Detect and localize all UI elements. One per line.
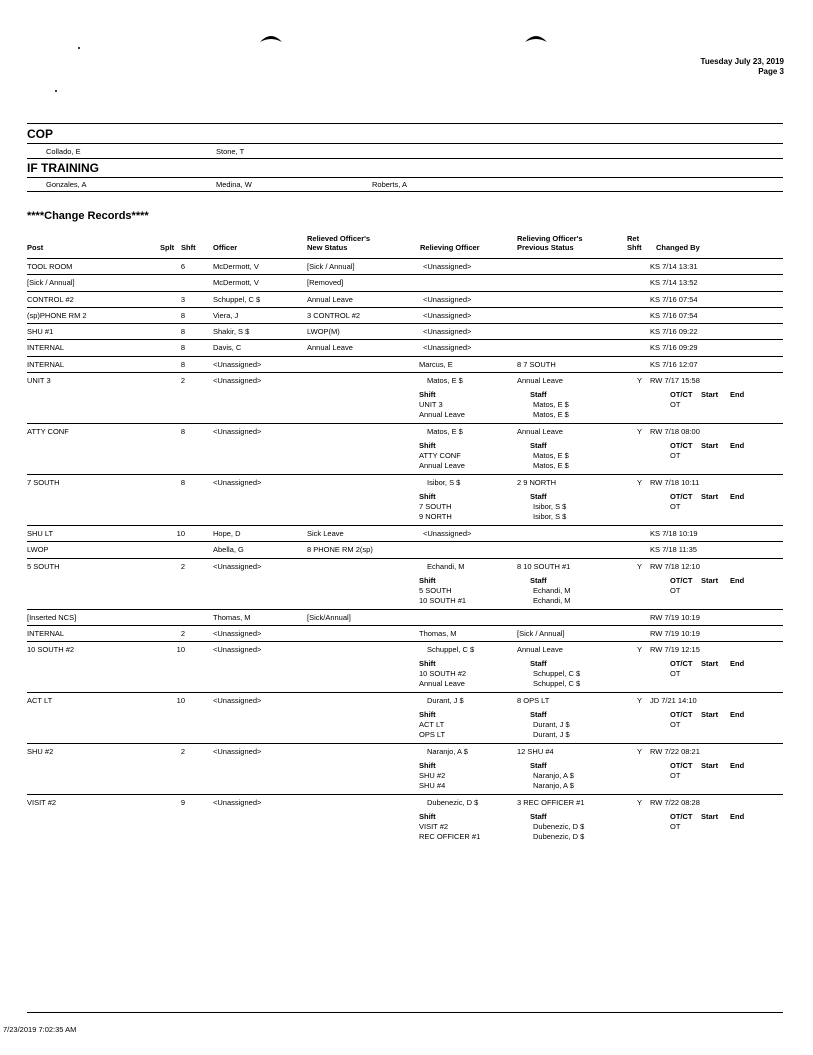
shift-cell: 8 [180,310,185,320]
detail-shift-value: OPS LT [419,730,446,740]
changed-by-cell: KS 7/14 13:31 [650,262,698,271]
changed-by-cell: RW 7/18 12:10 [650,561,700,571]
relieved-status-cell: 8 PHONE RM 2(sp) [307,545,373,555]
relieving-officer-cell: Isibor, S $ [427,478,461,488]
officer-cell: <Unassigned> [213,561,262,571]
relieving-officer-cell: Durant, J $ [427,696,464,706]
col-header-relieving-prev-status: Relieving Officer's Previous Status [517,234,583,252]
ret-shift-cell: Y [637,478,643,488]
relieving-prev-status-cell: 12 SHU #4 [517,747,554,757]
table-row [27,307,783,323]
detail-shift-value: SHU #4 [419,781,446,791]
detail-ot-value: OT [670,720,681,730]
officer-cell: <Unassigned> [213,696,262,706]
detail-shift-value: SHU #2 [419,771,446,781]
col-header-ret-shft: Ret Shft [627,234,642,252]
divider [27,1012,783,1013]
changed-by-cell: RW 7/17 15:58 [650,376,700,386]
change-records-title: ****Change Records**** [27,210,149,222]
relieving-officer-cell: <Unassigned> [423,343,472,353]
post-cell: 5 SOUTH [27,561,60,571]
post-cell: ATTY CONF [27,427,69,437]
detail-start-label: Start [701,659,719,669]
relieving-prev-status-cell: 3 REC OFFICER #1 [517,798,585,808]
shift-cell: 8 [180,478,185,488]
detail-staff-value: Durant, J $ [533,730,570,740]
detail-ot-value: OT [670,585,681,595]
relieving-officer-cell: Dubenezic, D $ [427,798,479,808]
table-row [27,291,783,307]
relieved-status-cell: [Sick/Annual] [307,612,351,622]
relieving-prev-status-cell: Annual Leave [517,427,563,437]
relieving-officer-cell: <Unassigned> [423,327,472,337]
shift-cell: 2 [180,628,185,638]
detail-staff-value: Isibor, S $ [533,512,567,522]
detail-shift-value: ATTY CONF [419,451,461,461]
post-cell: 10 SOUTH #2 [27,645,75,655]
training-name: Medina, W [216,180,252,189]
section-if-training-title: IF TRAINING [27,161,99,175]
relieved-status-cell: Annual Leave [307,294,353,304]
table-row [27,558,783,609]
shift-cell: 2 [180,561,185,571]
detail-otct-label: OT/CT [670,441,693,451]
post-cell: (sp)PHONE RM 2 [27,310,87,320]
relieved-status-cell: Sick Leave [307,529,344,539]
detail-ot-value: OT [670,822,681,832]
detail-staff-value: Matos, E $ [533,410,569,420]
shift-cell: 2 [180,376,185,386]
relieving-officer-cell: Echandi, M [427,561,465,571]
detail-start-label: Start [701,812,719,822]
detail-shift-label: Shift [419,492,436,502]
changed-by-cell: RW 7/18 10:11 [650,478,700,488]
table-row [27,743,783,794]
training-name: Roberts, A [372,180,408,189]
col-header-officer: Officer [213,243,238,252]
officer-cell: <Unassigned> [213,747,262,757]
post-cell: LWOP [27,545,49,555]
table-row [27,541,783,557]
officer-cell: McDermott, V [213,278,259,288]
relieved-status-cell: [Sick / Annual] [307,262,355,271]
detail-shift-label: Shift [419,659,436,669]
detail-end-label: End [730,441,745,451]
officer-cell: <Unassigned> [213,628,262,638]
detail-ot-value: OT [670,400,681,410]
officer-cell: <Unassigned> [213,798,262,808]
relieving-prev-status-cell: [Sick / Annual] [517,628,565,638]
relieving-officer-cell: Thomas, M [419,628,457,638]
detail-end-label: End [730,659,745,669]
detail-shift-value: VISIT #2 [419,822,449,832]
relieving-officer-cell: Marcus, E [419,359,453,369]
post-cell: ACT LT [27,696,53,706]
cop-name: Stone, T [216,147,245,156]
shift-cell: 6 [180,262,185,271]
detail-otct-label: OT/CT [670,761,693,771]
officer-cell: <Unassigned> [213,376,262,386]
changed-by-cell: KS 7/16 09:22 [650,327,698,337]
changed-by-cell: KS 7/18 11:35 [650,545,697,555]
post-cell: 7 SOUTH [27,478,60,488]
scan-mark-right [523,32,549,44]
detail-shift-value: 7 SOUTH [419,502,452,512]
detail-start-label: Start [701,761,719,771]
post-cell: TOOL ROOM [27,262,73,271]
post-cell: INTERNAL [27,359,65,369]
detail-staff-label: Staff [530,492,547,502]
divider [27,143,783,144]
relieved-status-cell: 3 CONTROL #2 [307,310,361,320]
page-number: Page 3 [758,67,784,76]
relieving-officer-cell: <Unassigned> [423,262,472,271]
changed-by-cell: KS 7/16 07:54 [650,294,698,304]
divider [27,123,783,124]
detail-shift-label: Shift [419,575,436,585]
divider [27,177,783,178]
table-row [27,794,783,845]
changed-by-cell: RW 7/22 08:28 [650,798,700,808]
relieving-officer-cell: <Unassigned> [423,529,472,539]
changed-by-cell: KS 7/18 10:19 [650,529,698,539]
detail-ot-value: OT [670,771,681,781]
ret-shift-cell: Y [637,376,643,386]
shift-cell: 10 [176,696,185,706]
post-cell: VISIT #2 [27,798,57,808]
detail-start-label: Start [701,441,719,451]
shift-cell: 9 [180,798,185,808]
scan-dot [78,47,80,49]
detail-start-label: Start [701,575,719,585]
changed-by-cell: RW 7/18 08:00 [650,427,700,437]
detail-start-label: Start [701,492,719,502]
detail-otct-label: OT/CT [670,812,693,822]
detail-end-label: End [730,812,745,822]
officer-cell: Shakir, S $ [213,327,250,337]
post-cell: SHU LT [27,529,54,539]
detail-end-label: End [730,390,745,400]
detail-otct-label: OT/CT [670,575,693,585]
scan-mark-left [258,32,284,44]
table-row [27,258,783,274]
col-header-relieved-status: Relieved Officer's New Status [307,234,371,252]
table-row [27,323,783,339]
table-row [27,274,783,290]
divider [27,158,783,159]
detail-staff-value: Isibor, S $ [533,502,567,512]
officer-cell: <Unassigned> [213,427,262,437]
officer-cell: <Unassigned> [213,359,262,369]
ret-shift-cell: Y [637,645,643,655]
detail-staff-label: Staff [530,659,547,669]
post-cell: UNIT 3 [27,376,51,386]
detail-shift-label: Shift [419,761,436,771]
detail-end-label: End [730,492,745,502]
detail-ot-value: OT [670,669,681,679]
officer-cell: Schuppel, C $ [213,294,261,304]
col-header-changed-by: Changed By [656,243,700,252]
detail-staff-value: Dubenezic, D $ [533,832,585,842]
detail-shift-value: UNIT 3 [419,400,443,410]
page-header [701,57,784,77]
changed-by-cell: JD 7/21 14:10 [650,696,697,706]
col-header-splt: Splt [160,243,175,252]
detail-staff-label: Staff [530,761,547,771]
relieved-status-cell: Annual Leave [307,343,353,353]
post-cell: [Sick / Annual] [27,278,75,288]
detail-shift-value: REC OFFICER #1 [419,832,481,842]
detail-shift-value: Annual Leave [419,461,465,471]
shift-cell: 8 [180,359,185,369]
print-timestamp: 7/23/2019 7:02:35 AM [3,1025,77,1034]
post-cell: INTERNAL [27,628,65,638]
relieving-officer-cell: Schuppel, C $ [427,645,475,655]
table-row [27,525,783,541]
detail-staff-value: Matos, E $ [533,451,569,461]
changed-by-cell: RW 7/19 10:19 [650,612,700,622]
change-records-table [27,258,783,845]
detail-ot-value: OT [670,502,681,512]
detail-shift-value: Annual Leave [419,679,465,689]
table-row [27,339,783,355]
shift-cell: 8 [180,427,185,437]
relieving-officer-cell: <Unassigned> [423,310,472,320]
relieved-status-cell: LWOP(M) [307,327,340,337]
detail-staff-value: Schuppel, C $ [533,669,581,679]
detail-shift-label: Shift [419,390,436,400]
detail-staff-value: Schuppel, C $ [533,679,581,689]
relieving-prev-status-cell: 2 9 NORTH [517,478,557,488]
table-row [27,625,783,641]
changed-by-cell: KS 7/16 07:54 [650,310,698,320]
detail-shift-value: Annual Leave [419,410,465,420]
shift-cell: 10 [176,645,185,655]
table-row [27,423,783,474]
detail-staff-label: Staff [530,390,547,400]
relieving-prev-status-cell: Annual Leave [517,376,563,386]
relieved-status-cell: [Removed] [307,278,344,288]
detail-staff-value: Naranjo, A $ [533,771,574,781]
table-row [27,641,783,692]
detail-shift-label: Shift [419,812,436,822]
officer-cell: Davis, C [213,343,242,353]
post-cell: SHU #1 [27,327,54,337]
relieving-officer-cell: Matos, E $ [427,376,463,386]
report-date: Tuesday July 23, 2019 [700,57,784,66]
officer-cell: <Unassigned> [213,645,262,655]
ret-shift-cell: Y [637,561,643,571]
officer-cell: Viera, J [213,310,239,320]
relieving-officer-cell: Matos, E $ [427,427,463,437]
col-header-shft: Shft [181,243,196,252]
training-name: Gonzales, A [46,180,87,189]
table-row [27,692,783,743]
shift-cell: 10 [176,529,185,539]
ret-shift-cell: Y [637,798,643,808]
detail-shift-value: 10 SOUTH #2 [419,669,467,679]
detail-ot-value: OT [670,451,681,461]
detail-shift-label: Shift [419,710,436,720]
detail-otct-label: OT/CT [670,710,693,720]
col-header-post: Post [27,243,44,252]
post-cell: INTERNAL [27,343,65,353]
relieving-prev-status-cell: 8 10 SOUTH #1 [517,561,571,571]
table-row [27,474,783,525]
post-cell: SHU #2 [27,747,54,757]
changed-by-cell: KS 7/14 13:52 [650,278,698,288]
officer-cell: McDermott, V [213,262,259,271]
cop-name: Collado, E [46,147,81,156]
table-row [27,609,783,625]
table-row [27,372,783,423]
officer-cell: Thomas, M [213,612,251,622]
detail-end-label: End [730,710,745,720]
changed-by-cell: KS 7/16 12:07 [650,359,698,369]
detail-shift-value: ACT LT [419,720,445,730]
post-cell: CONTROL #2 [27,294,74,304]
relieving-prev-status-cell: Annual Leave [517,645,563,655]
ret-shift-cell: Y [637,696,643,706]
changed-by-cell: RW 7/19 10:19 [650,628,700,638]
shift-cell: 3 [180,294,185,304]
detail-otct-label: OT/CT [670,390,693,400]
detail-staff-value: Echandi, M [533,585,571,595]
scan-dot [55,90,57,92]
post-cell: [Inserted NCS] [27,612,77,622]
detail-end-label: End [730,761,745,771]
detail-otct-label: OT/CT [670,659,693,669]
relieving-officer-cell: Naranjo, A $ [427,747,468,757]
detail-staff-label: Staff [530,441,547,451]
detail-staff-value: Durant, J $ [533,720,570,730]
detail-staff-value: Matos, E $ [533,461,569,471]
officer-cell: Hope, D [213,529,241,539]
shift-cell: 8 [180,327,185,337]
detail-shift-value: 10 SOUTH #1 [419,595,467,605]
detail-end-label: End [730,575,745,585]
detail-staff-label: Staff [530,575,547,585]
relieving-officer-cell: <Unassigned> [423,294,472,304]
detail-staff-label: Staff [530,710,547,720]
shift-cell: 8 [180,343,185,353]
section-cop-title: COP [27,127,54,141]
relieving-prev-status-cell: 8 7 SOUTH [517,359,556,369]
detail-otct-label: OT/CT [670,492,693,502]
officer-cell: Abella, G [213,545,244,555]
detail-staff-value: Naranjo, A $ [533,781,574,791]
changed-by-cell: RW 7/19 12:15 [650,645,700,655]
detail-start-label: Start [701,710,719,720]
changed-by-cell: KS 7/16 09:29 [650,343,698,353]
detail-staff-value: Matos, E $ [533,400,569,410]
shift-cell: 2 [180,747,185,757]
col-header-relieving-officer: Relieving Officer [420,243,480,252]
changed-by-cell: RW 7/22 08:21 [650,747,700,757]
detail-shift-value: 5 SOUTH [419,585,452,595]
detail-start-label: Start [701,390,719,400]
relieving-prev-status-cell: 8 OPS LT [517,696,550,706]
table-row [27,356,783,372]
detail-staff-value: Dubenezic, D $ [533,822,585,832]
ret-shift-cell: Y [637,747,643,757]
divider [27,191,783,192]
detail-shift-value: 9 NORTH [419,512,452,522]
detail-staff-label: Staff [530,812,547,822]
ret-shift-cell: Y [637,427,643,437]
detail-shift-label: Shift [419,441,436,451]
officer-cell: <Unassigned> [213,478,262,488]
detail-staff-value: Echandi, M [533,595,571,605]
